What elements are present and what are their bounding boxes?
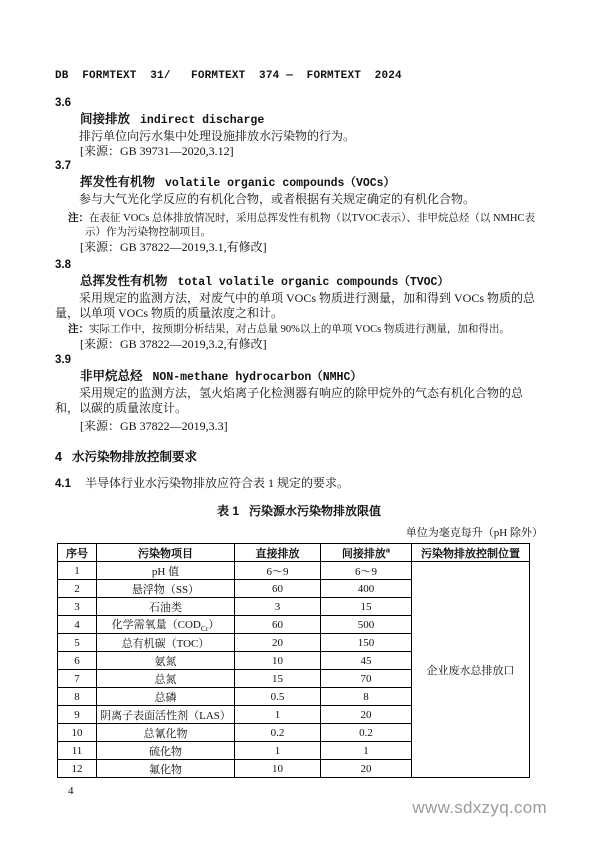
note-label: 注： <box>68 213 89 224</box>
term-en: volatile organic compounds（VOCs） <box>165 177 396 190</box>
pollutant-limits-table <box>57 543 530 778</box>
source-reference: [来源：GB 37822—2019,3.1,有修改] <box>80 240 267 254</box>
table-row: 4 化学需氧量$(COD_{Cr})$ 60 500 <box>58 616 530 634</box>
table-caption-label: 表 1 <box>216 504 239 518</box>
col-header-no: 序号 <box>58 544 97 562</box>
term-en: total volatile organic compounds（TVOC） <box>177 276 449 289</box>
term-line <box>80 111 543 129</box>
table-unit-note: 单位为毫克每升（pH 除外） <box>405 527 543 539</box>
source-reference: [来源：GB 37822—2019,3.3] <box>80 419 228 433</box>
definition-text: 采用规定的监测方法，对废气中的单项 VOCs 物质进行测量，加和得到 VOCs 物质的总量，以单项 VOCs 物质的质量浓度之和计。 <box>55 291 536 320</box>
cod-item-cell: 化学需氧量$(COD_{Cr})$ <box>97 616 235 634</box>
note-body: 在表征 VOCs 总体排放情况时，采用总挥发性有机物（以TVOC表示）、非甲烷总烃（以 NMHC表示）作为污染物控制项目。 <box>85 213 535 238</box>
clause-number: 3.9 <box>55 354 71 366</box>
section-4-number: 4 <box>55 450 62 464</box>
term-zh: 挥发性有机物 <box>80 175 156 189</box>
table-row: 2 悬浮物（SS） 60 400 <box>58 580 530 598</box>
table-row: 11 硫化物 1 1 <box>58 742 530 760</box>
table-caption-title: 污染源水污染物排放限值 <box>249 504 382 518</box>
col-header-item: 污染物项目 <box>97 544 235 562</box>
clause-number: 3.8 <box>55 259 71 271</box>
clause-number: 3.6 <box>55 97 71 109</box>
clause-number: 3.7 <box>55 160 71 172</box>
clause-4-1-text: 半导体行业水污染物排放应符合表 1 规定的要求。 <box>85 476 350 490</box>
table-row: 8 总磷 0.5 8 <box>58 688 530 706</box>
note-label: 注： <box>68 324 89 335</box>
definition-text: 采用规定的监测方法，氢火焰离子化检测器有响应的除甲烷外的气态有机化合物的总和，以碳的质量浓度计。 <box>55 386 524 415</box>
table-row: 5 总有机碳（TOC） 20 150 <box>58 634 530 652</box>
note-text <box>68 212 543 240</box>
term-en: NON-methane hydrocarbon（NMHC） <box>152 371 362 384</box>
footnote-marker: a <box>385 544 391 554</box>
term-line <box>80 174 543 192</box>
clause-4-1-number: 4.1 <box>55 478 71 490</box>
definition-text: 排污单位向污水集中处理设施排放水污染物的行为。 <box>79 129 356 143</box>
page-number: 4 <box>68 785 74 798</box>
col-header-direct: 直接排放 <box>235 544 321 562</box>
term-zh: 非甲烷总烃 <box>80 369 143 383</box>
table-row: 1 pH 值 6～9 6～9 企业废水总排放口 <box>58 562 530 580</box>
section-4-heading <box>55 450 543 465</box>
watermark: www.sdxzyq.com <box>412 798 547 817</box>
table-caption <box>55 504 543 519</box>
merged-location-cell: 企业废水总排放口 <box>412 562 530 778</box>
definition-text: 参与大气光化学反应的有机化合物，或者根据有关规定确定的有机化合物。 <box>79 192 476 206</box>
term-line <box>80 273 543 291</box>
clause-3-8 <box>55 258 543 352</box>
table-row: 10 总氰化物 0.2 0.2 <box>58 724 530 742</box>
col-header-location: 污染物排放控制位置 <box>412 544 530 562</box>
section-4-title: 水污染物排放控制要求 <box>71 450 197 464</box>
table-row: 9 阴离子表面活性剂（LAS） 1 20 <box>58 706 530 724</box>
cod-subscript: Cr <box>200 624 209 634</box>
col-header-indirect: 间接排放$^a$ <box>321 544 412 562</box>
table-row: 3 石油类 3 15 <box>58 598 530 616</box>
source-reference: [来源：GB 39731—2020,3.12] <box>80 144 234 158</box>
note-body: 实际工作中，按预期分析结果，对占总量 90%以上的单项 VOCs 物质进行测量，加和得出。 <box>89 324 510 335</box>
term-zh: 总挥发性有机物 <box>80 274 168 288</box>
clause-3-6 <box>55 96 543 159</box>
table-row: 7 总氮 15 70 <box>58 670 530 688</box>
table-row: 12 氟化物 10 20 <box>58 760 530 778</box>
note-text <box>68 323 543 337</box>
term-line <box>80 368 543 386</box>
table-row: 6 氨氮 10 45 <box>58 652 530 670</box>
clause-3-9 <box>55 353 543 434</box>
clause-4-1 <box>55 476 543 492</box>
term-zh: 间接排放 <box>80 112 131 126</box>
term-en: indirect discharge <box>140 114 265 127</box>
document-header: DB FORMTEXT 31/ FORMTEXT 374 — FORMTEXT 2024 <box>55 70 402 82</box>
source-reference: [来源：GB 37822—2019,3.2,有修改] <box>80 337 267 351</box>
clause-3-7 <box>55 159 543 255</box>
table-header-row <box>58 544 530 562</box>
